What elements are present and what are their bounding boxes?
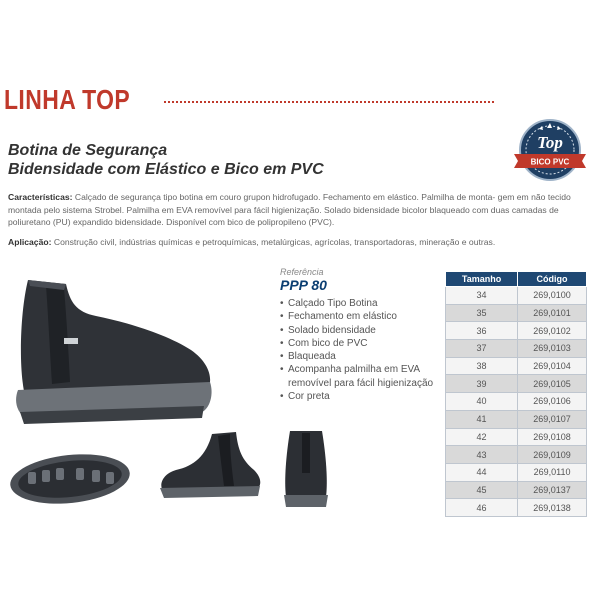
code-cell: 269,0110 [518,463,587,481]
table-row [446,322,587,340]
boot-back-image [282,425,330,509]
table-row [446,499,587,517]
feature-item: • Blaqueada [280,350,445,363]
size-cell: 37 [446,340,518,358]
dotted-divider [164,101,494,103]
feature-item: • Acompanha palmilha em EVA removível para fácil higienização [280,363,445,390]
feature-item: • Calçado Tipo Botina [280,297,445,310]
header-code: Código [518,272,587,287]
subtitle-line-1: Botina de Segurança [8,142,168,159]
size-cell: 40 [446,393,518,411]
size-cell: 44 [446,463,518,481]
boot-sole-image [6,448,134,510]
size-cell: 39 [446,375,518,393]
size-cell: 41 [446,410,518,428]
code-cell: 269,0103 [518,340,587,358]
code-cell: 269,0109 [518,446,587,464]
characteristics-paragraph [8,191,594,229]
badge-band-text: BICO PVC [530,157,570,167]
code-cell: 269,0101 [518,304,587,322]
code-cell: 269,0108 [518,428,587,446]
boot-angle-image [150,430,268,500]
table-row [446,463,587,481]
application-text: Construção civil, indústrias químicas e petroquímicas, metalúrgicas, agrícolas, transportadoras, mineração e outras. [53,237,496,247]
reference-code: PPP 80 [280,277,327,293]
table-row [446,287,587,305]
application-paragraph [8,236,594,249]
code-cell: 269,0100 [518,287,587,305]
characteristics-label: Características: [8,192,73,202]
table-row [446,340,587,358]
size-cell: 42 [446,428,518,446]
brand-title: LINHA TOP [4,84,131,115]
table-row [446,375,587,393]
size-cell: 36 [446,322,518,340]
code-cell: 269,0105 [518,375,587,393]
size-code-table [445,271,587,517]
feature-item: • Cor preta [280,390,445,403]
top-badge-icon [508,110,592,194]
feature-item: • Fechamento em elástico [280,310,445,323]
size-cell: 38 [446,357,518,375]
product-subtitle [8,141,324,179]
header-size: Tamanho [446,272,518,287]
code-cell: 269,0102 [518,322,587,340]
characteristics-text: Calçado de segurança tipo botina em couro grupon hidrofugado. Fechamento em elástico. Palmilha de monta- gem em não tecido montada pelo sistema Strobel. Palmilha em EVA removível para fácil higienização. Solado bidensidade bicolor blaqueado com duas camadas de poliuretano (PU) expandido bidensidade. Disponível com bico de polipropileno (PVC). [8,192,571,227]
table-row [446,446,587,464]
code-cell: 269,0107 [518,410,587,428]
size-cell: 45 [446,481,518,499]
size-cell: 35 [446,304,518,322]
badge-top-text: Top [537,133,563,152]
feature-list [280,297,445,403]
application-label: Aplicação: [8,237,52,247]
table-row [446,481,587,499]
table-row [446,410,587,428]
size-cell: 34 [446,287,518,305]
table-row [446,304,587,322]
code-cell: 269,0138 [518,499,587,517]
subtitle-line-2: Bidensidade com Elástico e Bico em PVC [8,161,324,178]
table-row [446,393,587,411]
size-cell: 46 [446,499,518,517]
reference-label: Referência [280,267,324,277]
code-cell: 269,0106 [518,393,587,411]
feature-item: • Solado bidensidade [280,324,445,337]
code-cell: 269,0137 [518,481,587,499]
table-row [446,428,587,446]
size-cell: 43 [446,446,518,464]
table-row [446,357,587,375]
boot-side-image [6,272,216,432]
code-cell: 269,0104 [518,357,587,375]
feature-item: • Com bico de PVC [280,337,445,350]
